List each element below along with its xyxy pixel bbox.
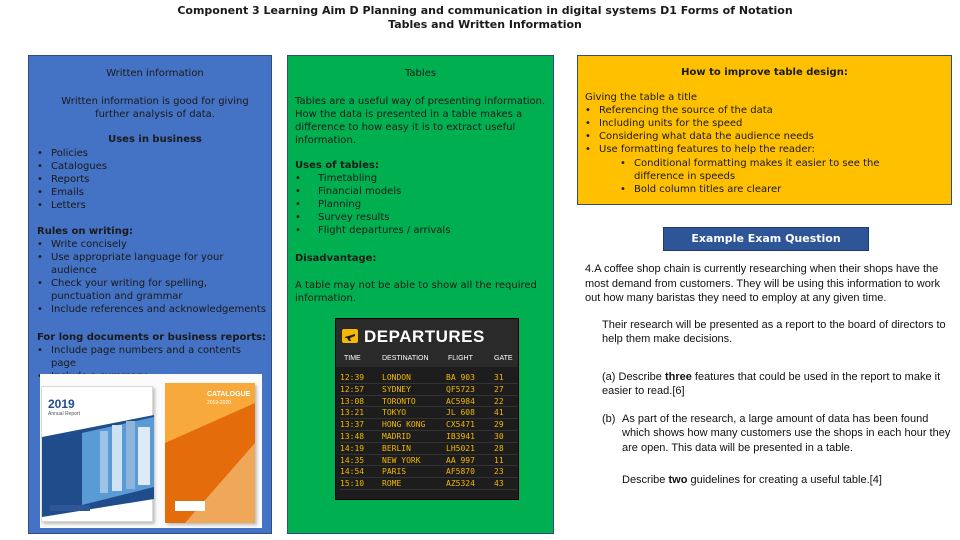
table-row: [340, 372, 518, 384]
table-cell: LH5021: [446, 443, 475, 453]
table-row: [340, 478, 518, 490]
table-cell: ROME: [382, 479, 402, 489]
design-intro: Giving the table a title: [585, 92, 698, 103]
tables-uses-heading: Uses of tables:: [295, 160, 379, 171]
table-cell: 12:57: [340, 384, 365, 394]
title-line-2: Tables and Written Information: [388, 18, 582, 31]
table-cell: AA 997: [446, 455, 475, 465]
list-item: • Emails: [37, 186, 257, 199]
table-cell: HONG KONG: [382, 420, 426, 430]
table-cell: QF5723: [446, 384, 475, 394]
table-cell: TORONTO: [382, 396, 416, 406]
table-cell: 43: [494, 479, 504, 489]
design-heading: How to improve table design:: [681, 67, 848, 78]
table-row: [340, 419, 518, 431]
list-item: • Financial models: [295, 185, 545, 198]
table-cell: 14:35: [340, 455, 365, 465]
table-cell: 13:37: [340, 420, 365, 430]
question-b-text: As part of the research, a large amount of data has been found which shows how many customers use the shops in each hour they are open. This data will be presented in a table.: [622, 412, 951, 454]
example-exam-question-label: Example Exam Question: [663, 227, 869, 251]
table-row: [340, 431, 518, 443]
table-cell: 29: [494, 420, 504, 430]
table-row: [340, 407, 518, 419]
question-b: [602, 412, 955, 456]
list-item: • Letters: [37, 199, 257, 212]
list-item: • Flight departures / arrivals: [295, 224, 545, 237]
table-cell: 23: [494, 467, 504, 477]
list-item: • Include references and acknowledgements: [37, 303, 269, 316]
question-a-prefix: (a) Describe: [602, 370, 665, 383]
column-header: GATE: [494, 355, 513, 362]
report-year: 2019: [48, 397, 75, 411]
table-cell: CX5471: [446, 420, 475, 430]
list-item: • Planning: [295, 198, 545, 211]
written-intro: Written information is good for giving further analysis of data.: [61, 96, 249, 120]
table-cell: IB3941: [446, 431, 475, 441]
list-item: • Bold column titles are clearer: [620, 183, 892, 196]
design-sub-list: [620, 157, 892, 196]
catalogue-title: CATALOGUE: [207, 391, 251, 398]
table-cell: 27: [494, 384, 504, 394]
board-title: DEPARTURES: [364, 327, 485, 346]
list-item: • Check your writing for spelling, punctuation and grammar: [37, 277, 269, 303]
list-item: • Policies: [37, 147, 257, 160]
report-title: Annual Report: [48, 411, 80, 417]
question-b2-suffix: guidelines for creating a useful table.[4]: [687, 474, 882, 486]
table-row: [340, 443, 518, 455]
list-item: • Survey results: [295, 211, 545, 224]
plane-icon: [342, 329, 358, 343]
list-item: • Including units for the speed: [585, 117, 915, 130]
research-text: Their research will be presented as a report to the board of directors to help them make decisions.: [602, 318, 946, 345]
table-cell: 31: [494, 373, 504, 382]
table-cell: 13:08: [340, 396, 365, 406]
column-header: DESTINATION: [382, 355, 429, 362]
table-cell: 13:48: [340, 431, 365, 441]
question-b2: [622, 473, 955, 488]
table-cell: PARIS: [382, 467, 407, 477]
table-cell: AZ5324: [446, 479, 475, 489]
question-number: 4.: [585, 263, 595, 275]
design-list: [585, 104, 915, 156]
table-row: [340, 466, 518, 478]
table-row: [340, 455, 518, 467]
question-a-suffix: features that could be used in the report to make it easier to read.[6]: [602, 370, 941, 397]
table-cell: 22: [494, 396, 504, 406]
question-b2-bold: two: [668, 474, 688, 486]
tables-uses-list: [295, 172, 545, 237]
table-cell: 11: [494, 455, 504, 465]
page-title: [0, 4, 960, 32]
departures-board: [335, 318, 519, 500]
table-row: [340, 396, 518, 408]
disadvantage-text: A table may not be able to show all the required information.: [295, 280, 537, 304]
table-cell: 13:21: [340, 408, 365, 418]
column-header: TIME: [344, 355, 361, 362]
table-cell: TOKYO: [382, 408, 407, 418]
question-b2-prefix: Describe: [622, 474, 669, 486]
table-cell: 30: [494, 431, 504, 441]
exam-question: [585, 262, 955, 488]
list-item: • Use formatting features to help the reader:: [585, 143, 915, 156]
question-a: [602, 370, 955, 399]
table-cell: NEW YORK: [382, 455, 421, 465]
list-item: • Include page numbers and a contents page: [37, 344, 269, 370]
list-item: • Write concisely: [37, 238, 269, 251]
question-b-prefix: (b): [602, 412, 616, 425]
table-cell: 15:10: [340, 479, 365, 489]
question-text: A coffee shop chain is currently researching when their shops have the most demand from customers. They will be using this information to work out how many baristas they need to employ at any given time.: [585, 263, 940, 304]
long-docs-heading: For long documents or business reports:: [37, 332, 267, 343]
annual-report-cover: [41, 386, 153, 522]
table-cell: JL 608: [446, 408, 475, 418]
list-item: • Use appropriate language for your audience: [37, 251, 269, 277]
table-cell: LONDON: [382, 373, 411, 382]
tables-heading: Tables: [404, 68, 437, 79]
disadvantage-heading: Disadvantage:: [295, 253, 377, 264]
title-line-1: Component 3 Learning Aim D Planning and communication in digital systems D1 Forms of Notation: [177, 4, 793, 17]
table-cell: SYDNEY: [382, 384, 411, 394]
list-item: • Referencing the source of the data: [585, 104, 915, 117]
catalogue-cover: [165, 383, 255, 523]
table-cell: BA 903: [446, 373, 475, 382]
list-item: • Timetabling: [295, 172, 545, 185]
question-a-bold: three: [664, 370, 692, 383]
departures-rows: [340, 372, 518, 490]
written-uses-heading: Uses in business: [108, 134, 202, 145]
table-cell: 14:54: [340, 467, 365, 477]
table-cell: MADRID: [382, 431, 411, 441]
table-cell: AF5870: [446, 467, 475, 477]
rules-list: [37, 238, 269, 316]
table-cell: AC5984: [446, 396, 475, 406]
rules-heading: Rules on writing:: [37, 226, 134, 237]
table-cell: BERLIN: [382, 443, 411, 453]
table-cell: 28: [494, 443, 504, 453]
list-item: • Conditional formatting makes it easier to see the difference in speeds: [620, 157, 892, 183]
written-uses-list: [37, 147, 257, 212]
table-cell: 41: [494, 408, 504, 418]
table-row: [340, 384, 518, 396]
list-item: • Considering what data the audience needs: [585, 130, 915, 143]
table-cell: 14:19: [340, 443, 365, 453]
question-4: [585, 262, 955, 306]
tables-intro: Tables are a useful way of presenting information. How the data is presented in a table makes a difference to how easy it is to extract useful information.: [295, 96, 546, 146]
written-heading: Written information: [106, 68, 204, 79]
list-item: • Catalogues: [37, 160, 257, 173]
catalogue-years: 2019-2020: [207, 400, 231, 406]
list-item: • Reports: [37, 173, 257, 186]
column-header: FLIGHT: [448, 355, 473, 362]
table-cell: 12:39: [340, 373, 365, 382]
